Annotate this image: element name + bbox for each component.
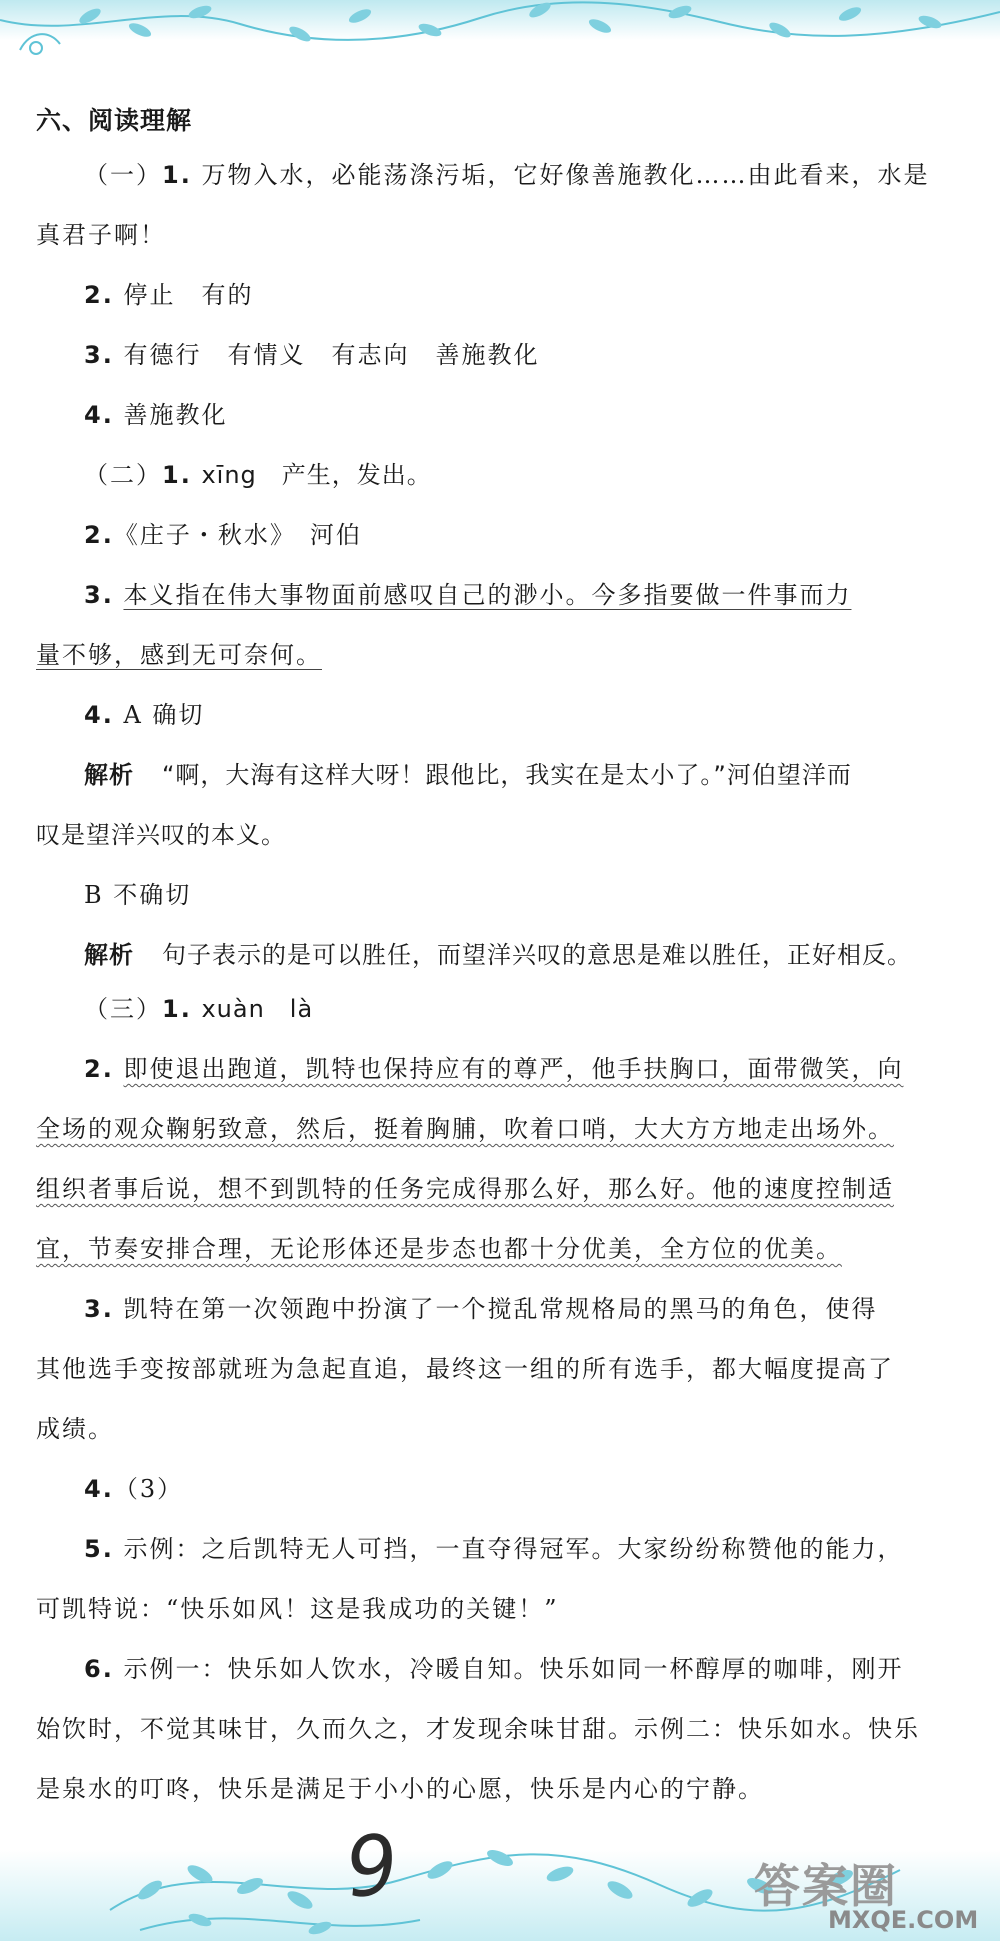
- part2-q1: [84, 458, 432, 492]
- part2-q3-line2-row: [36, 638, 322, 672]
- part2-q4-a-analysis: [84, 758, 852, 792]
- part3-q1-number: 1.: [162, 995, 192, 1023]
- part3-q2-line2-row: [36, 1112, 894, 1146]
- part3-q3: [84, 1292, 877, 1326]
- part2-q4-b: B 不确切: [84, 881, 192, 909]
- part1-q2-number: 2.: [84, 281, 114, 309]
- part3-label: （三）: [84, 995, 162, 1023]
- part1-q1-number: 1.: [162, 161, 192, 189]
- part3-q2-line3-row: [36, 1172, 894, 1206]
- part3-q3-line3: 成绩。: [36, 1415, 114, 1443]
- part3-q2-line2: 全场的观众鞠躬致意，然后，挺着胸脯，吹着口哨，大大方方地走出场外。: [36, 1115, 894, 1143]
- part3-q4-number: 4.: [84, 1475, 114, 1503]
- part3-q6-number: 6.: [84, 1655, 114, 1683]
- part1-q2: [84, 278, 253, 312]
- part2-q4: [84, 698, 204, 732]
- part3-q6: [84, 1652, 903, 1686]
- part3-q1: [84, 992, 313, 1026]
- part1-q4: [84, 398, 227, 432]
- part1-label: （一）: [84, 161, 162, 189]
- watermark-logo: [748, 1848, 996, 1938]
- part1-q1-line1: 万物入水，必能荡涤污垢，它好像善施教化……由此看来，水是: [201, 161, 930, 189]
- part1-q3-text: 有德行 有情义 有志向 善施教化: [123, 341, 540, 369]
- analysis-label-2: 解析: [84, 941, 134, 969]
- part2-q2-text: 《庄子・秋水》 河伯: [113, 521, 362, 549]
- analysis-label: 解析: [84, 761, 134, 789]
- part1-q3: [84, 338, 539, 372]
- part2-q2: [84, 518, 362, 552]
- part3-q6-line1: 示例一：快乐如人饮水，冷暖自知。快乐如同一杯醇厚的咖啡，刚开: [123, 1655, 904, 1683]
- part2-q4-b-analysis: [84, 938, 912, 972]
- part1-q4-number: 4.: [84, 401, 114, 429]
- section-title: 六、阅读理解: [36, 106, 193, 135]
- part3-q1-text: xuàn là: [201, 995, 314, 1023]
- part2-label: （二）: [84, 461, 162, 489]
- part2-q4-a: A 确切: [123, 701, 205, 729]
- part1-q1: [84, 158, 929, 192]
- part3-q5-line2: 可凯特说：“快乐如风！这是我成功的关键！”: [36, 1595, 559, 1623]
- top-vine-decoration: [0, 0, 1000, 70]
- part2-q1-number: 1.: [162, 461, 192, 489]
- part3-q3-line2: 其他选手变按部就班为急起直追，最终这一组的所有选手，都大幅度提高了: [36, 1355, 894, 1383]
- part3-q3-line1: 凯特在第一次领跑中扮演了一个搅乱常规格局的黑马的角色，使得: [123, 1295, 878, 1323]
- part2-q1-text: xīng 产生，发出。: [201, 461, 432, 489]
- watermark-text: 答案圈: [754, 1859, 898, 1913]
- part3-q5: [84, 1532, 903, 1566]
- part1-q3-number: 3.: [84, 341, 114, 369]
- part3-q4-text: （3）: [113, 1475, 184, 1503]
- part2-q3-line1: 本义指在伟大事物面前感叹自己的渺小。今多指要做一件事而力: [123, 581, 852, 609]
- part3-q2: [84, 1052, 903, 1086]
- part3-q4: [84, 1472, 183, 1506]
- part2-q3: [84, 578, 851, 612]
- part2-q4-b-analysis-text: 句子表示的是可以胜任，而望洋兴叹的意思是难以胜任，正好相反。: [162, 941, 912, 969]
- part3-q3-number: 3.: [84, 1295, 114, 1323]
- part3-q6-line3: 是泉水的叮咚，快乐是满足于小小的心愿，快乐是内心的宁静。: [36, 1775, 764, 1803]
- part2-q3-line2: 量不够，感到无可奈何。: [36, 641, 322, 669]
- part2-q4-number: 4.: [84, 701, 114, 729]
- part3-q2-line3: 组织者事后说，想不到凯特的任务完成得那么好，那么好。他的速度控制适: [36, 1175, 894, 1203]
- part2-q4-a-analysis-line1: “啊，大海有这样大呀！跟他比，我实在是太小了。”河伯望洋而: [162, 761, 852, 789]
- part3-q6-line2: 始饮时，不觉其味甘，久而久之，才发现余味甘甜。示例二：快乐如水。快乐: [36, 1715, 920, 1743]
- part3-q2-line4-row: [36, 1232, 842, 1266]
- part2-q3-number: 3.: [84, 581, 114, 609]
- part1-q1-line2: 真君子啊！: [36, 221, 166, 249]
- part3-q2-number: 2.: [84, 1055, 114, 1083]
- part3-q2-line4: 宜，节奏安排合理，无论形体还是步态也都十分优美，全方位的优美。: [36, 1235, 842, 1263]
- part1-q2-text: 停止 有的: [123, 281, 254, 309]
- part2-q4-a-analysis-line2: 叹是望洋兴叹的本义。: [36, 821, 286, 849]
- part3-q2-line1: 即使退出跑道，凯特也保持应有的尊严，他手扶胸口，面带微笑，向: [123, 1055, 904, 1083]
- part3-q5-number: 5.: [84, 1535, 114, 1563]
- part2-q2-number: 2.: [84, 521, 114, 549]
- part3-q5-line1: 示例：之后凯特无人可挡，一直夺得冠军。大家纷纷称赞他的能力，: [123, 1535, 904, 1563]
- part1-q4-text: 善施教化: [123, 401, 228, 429]
- watermark-url: MXQE.COM: [828, 1906, 979, 1934]
- page-number: 9: [341, 1816, 403, 1917]
